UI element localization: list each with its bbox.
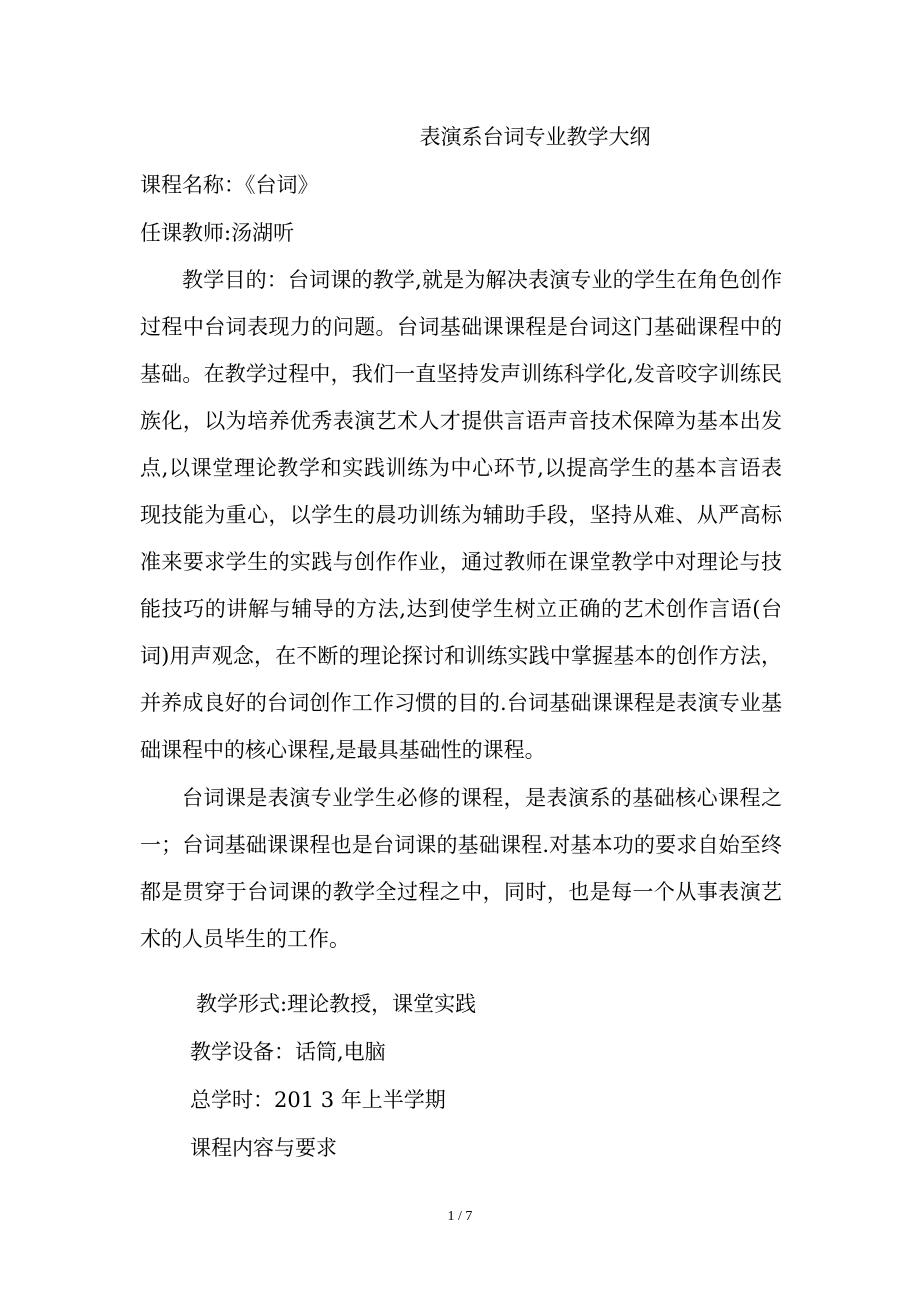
total-hours: 总学时：201 3 年上半学期: [190, 1088, 446, 1112]
teaching-equipment: 教学设备：话筒,电脑: [190, 1040, 386, 1064]
paragraph-course-nature: 台词课是表演专业学生必修的课程，是表演系的基础核心课程之一；台词基础课课程也是台词课的基础课程.对基本功的要求自始至终都是贯穿于台词课的教学全过程之中，同时，也是每一个从事表演艺术的人员毕生的工作。: [140, 786, 782, 951]
page-number: 1 / 7: [447, 1209, 473, 1224]
paragraph-teaching-purpose: 教学目的：台词课的教学,就是为解决表演专业的学生在角色创作过程中台词表现力的问题。台词基础课课程是台词这门基础课程中的基础。在教学过程中，我们一直坚持发声训练科学化,发音咬字训练民族化，以为培养优秀表演艺术人才提供言语声音技术保障为基本出发点,以课堂理论教学和实践训练为中心环节,以提高学生的基本言语表现技能为重心，以学生的晨功训练为辅助手段，坚持从难、从严高标准来要求学生的实践与创作作业，通过教师在课堂教学中对理论与技能技巧的讲解与辅导的方法,达到使学生树立正确的艺术创作言语(台词)用声观念，在不断的理论探讨和训练实践中掌握基本的创作方法，并养成良好的台词创作工作习惯的目的.台词基础课课程是表演专业基础课程中的核心课程,是最具基础性的课程。: [140, 268, 782, 762]
teacher-name: 任课教师:汤湖听: [140, 221, 295, 245]
document-title: 表演系台词专业教学大纲: [419, 125, 651, 149]
course-name: 课程名称：《台词》: [140, 173, 319, 197]
teaching-form: 教学形式:理论教授，课堂实践: [196, 992, 477, 1016]
content-heading: 课程内容与要求: [190, 1136, 337, 1160]
